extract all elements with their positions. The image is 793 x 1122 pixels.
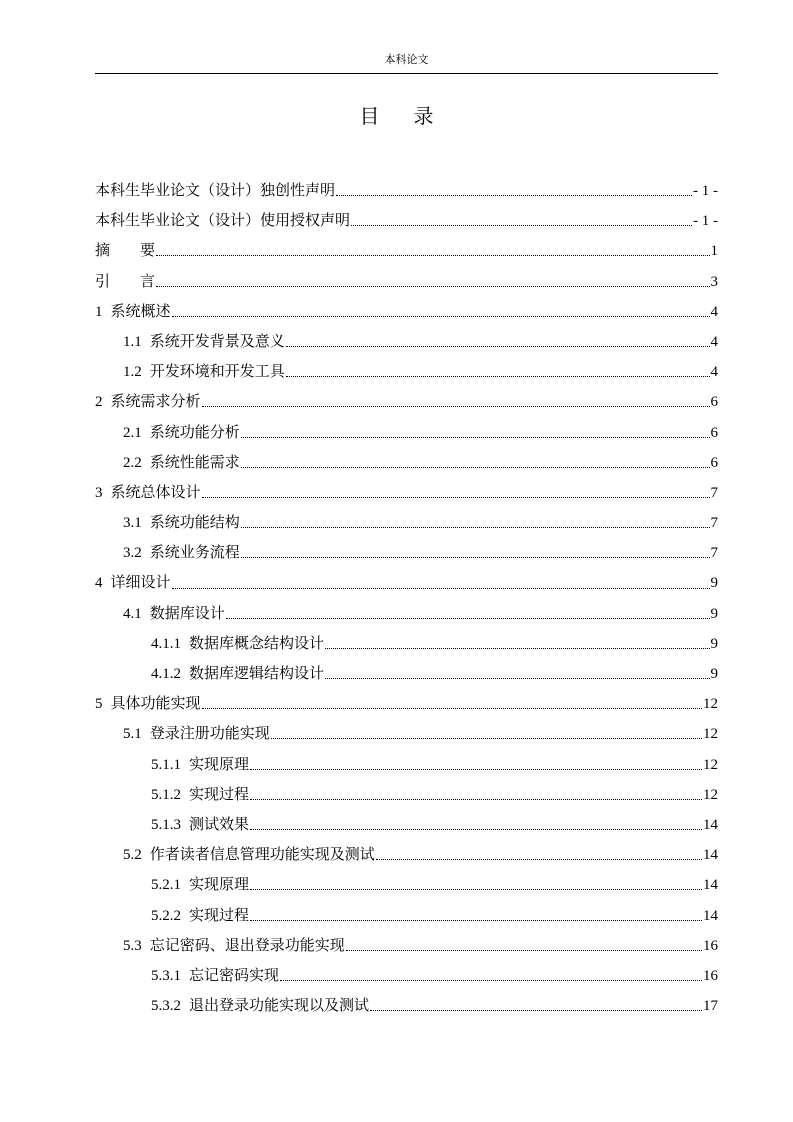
toc-entry-title: 系统开发背景及意义 xyxy=(149,331,285,350)
toc-entry[interactable] xyxy=(95,598,718,628)
toc-entry[interactable] xyxy=(95,960,718,990)
toc-entry-number: 5.2.2 xyxy=(151,907,181,924)
toc-entry-number: 4 xyxy=(95,575,103,592)
toc-entry[interactable] xyxy=(95,869,718,899)
toc-dot-leader xyxy=(370,1000,702,1014)
toc-entry-number: 2.2 xyxy=(123,454,142,471)
toc-dot-leader xyxy=(325,638,709,652)
toc-entry[interactable] xyxy=(95,537,718,567)
toc-dot-leader xyxy=(202,396,710,410)
toc-entry-number: 1 xyxy=(95,303,103,320)
page-title xyxy=(0,101,793,131)
toc-entry-title: 数据库设计 xyxy=(149,603,225,622)
toc-entry[interactable] xyxy=(95,658,718,688)
toc-entry-page-number: - 1 - xyxy=(693,213,718,230)
toc-entry[interactable] xyxy=(95,205,718,235)
toc-entry-number: 5 xyxy=(95,696,103,713)
toc-dot-leader xyxy=(241,517,710,531)
toc-dot-leader xyxy=(241,457,710,471)
toc-dot-leader xyxy=(286,336,710,350)
toc-entry-page-number: 12 xyxy=(703,786,718,803)
toc-entry-page-number: 9 xyxy=(710,635,718,652)
toc-dot-leader xyxy=(172,578,710,592)
toc-dot-leader xyxy=(156,245,709,259)
toc-entry[interactable] xyxy=(95,477,718,507)
toc-dot-leader xyxy=(286,366,710,380)
toc-entry-number: 5.2.1 xyxy=(151,877,181,894)
toc-dot-leader xyxy=(226,608,710,622)
toc-entry-number: 3 xyxy=(95,484,103,501)
toc-entry[interactable] xyxy=(95,175,718,205)
toc-entry-number: 3.2 xyxy=(123,545,142,562)
toc-dot-leader xyxy=(280,970,702,984)
toc-entry[interactable] xyxy=(95,930,718,960)
toc-dot-leader xyxy=(351,215,692,229)
toc-entry[interactable] xyxy=(95,809,718,839)
toc-entry-title: 具体功能实现 xyxy=(110,694,201,713)
toc-entry-page-number: 3 xyxy=(710,273,718,290)
toc-entry-page-number: 9 xyxy=(710,605,718,622)
toc-dot-leader xyxy=(336,185,692,199)
toc-entry-number: 4.1.2 xyxy=(151,666,181,682)
toc-entry[interactable] xyxy=(95,688,718,718)
toc-entry-title: 本科生毕业论文（设计）独创性声明 xyxy=(95,181,336,199)
toc-dot-leader xyxy=(202,487,710,501)
toc-entry-page-number: 4 xyxy=(710,303,718,320)
toc-entry[interactable] xyxy=(95,386,718,416)
toc-entry[interactable] xyxy=(95,447,718,477)
toc-entry-page-number: 16 xyxy=(703,967,718,984)
toc-entry-page-number: 14 xyxy=(703,877,718,894)
toc-dot-leader xyxy=(250,879,702,893)
title-char-1: 目 xyxy=(359,104,380,128)
toc-entry-title: 实现原理 xyxy=(189,875,250,894)
toc-entry-title: 数据库逻辑结构设计 xyxy=(189,664,325,682)
toc-entry-page-number: 16 xyxy=(703,937,718,954)
toc-entry-title: 系统总体设计 xyxy=(110,482,201,501)
toc-entry-title: 系统概述 xyxy=(110,301,171,320)
toc-entry[interactable] xyxy=(95,356,718,386)
toc-entry-number: 5.1.2 xyxy=(151,786,181,803)
toc-dot-leader xyxy=(376,849,702,863)
toc-entry-title: 系统业务流程 xyxy=(149,543,240,562)
toc-entry[interactable] xyxy=(95,718,718,748)
toc-entry-page-number: 12 xyxy=(703,696,718,713)
toc-entry-page-number: 14 xyxy=(703,907,718,924)
title-char-2: 录 xyxy=(413,104,434,128)
toc-entry-number: 5.1 xyxy=(123,726,142,743)
toc-entry-title: 数据库概念结构设计 xyxy=(189,633,325,652)
toc-entry-page-number: 9 xyxy=(710,575,718,592)
toc-entry-page-number: 14 xyxy=(703,816,718,833)
toc-entry-title: 系统需求分析 xyxy=(110,392,201,411)
toc-entry-title: 实现过程 xyxy=(189,784,250,803)
toc-entry[interactable] xyxy=(95,266,718,296)
toc-entry[interactable] xyxy=(95,235,718,265)
toc-entry-page-number: 7 xyxy=(710,545,718,562)
toc-entry-page-number: 7 xyxy=(710,484,718,501)
toc-entry-number: 2 xyxy=(95,394,103,411)
toc-entry-page-number: 4 xyxy=(710,333,718,350)
toc-entry-title: 忘记密码实现 xyxy=(189,965,280,984)
toc-entry-title: 本科生毕业论文（设计）使用授权声明 xyxy=(95,211,351,230)
toc-entry-number: 3.1 xyxy=(123,515,142,532)
toc-dot-leader xyxy=(156,276,709,290)
toc-entry-page-number: 1 xyxy=(710,243,718,260)
toc-entry-title: 引 言 xyxy=(95,271,156,290)
toc-entry-number: 5.2 xyxy=(123,847,142,864)
toc-entry[interactable] xyxy=(95,779,718,809)
toc-entry-title: 登录注册功能实现 xyxy=(149,724,270,743)
toc-dot-leader xyxy=(250,910,702,924)
toc-entry[interactable] xyxy=(95,839,718,869)
toc-dot-leader xyxy=(271,728,702,742)
toc-dot-leader xyxy=(250,819,702,833)
toc-entry-number: 5.3.2 xyxy=(151,998,181,1015)
toc-entry-page-number: - 1 - xyxy=(693,183,718,199)
header-text: 本科论文 xyxy=(384,53,429,66)
toc-entry[interactable] xyxy=(95,507,718,537)
toc-entry-page-number: 4 xyxy=(710,364,718,381)
toc-dot-leader xyxy=(202,698,702,712)
toc-dot-leader xyxy=(241,427,710,441)
toc-entry-number: 5.3 xyxy=(123,937,142,954)
toc-entry-number: 2.1 xyxy=(123,424,142,441)
toc-entry-title: 实现原理 xyxy=(189,754,250,773)
toc-entry[interactable] xyxy=(95,900,718,930)
toc-entry-title: 忘记密码、退出登录功能实现 xyxy=(149,935,345,954)
page-header xyxy=(95,53,718,74)
toc-entry-title: 详细设计 xyxy=(110,573,171,592)
toc-entry-page-number: 12 xyxy=(703,726,718,743)
toc-entry-title: 系统功能分析 xyxy=(149,422,240,441)
toc-entry-page-number: 17 xyxy=(703,998,718,1015)
toc-entry[interactable] xyxy=(95,749,718,779)
toc-dot-leader xyxy=(172,306,710,320)
toc-dot-leader xyxy=(241,547,710,561)
toc-entry-page-number: 14 xyxy=(703,847,718,864)
toc-entry-number: 1.1 xyxy=(123,333,142,350)
toc-entry-title: 系统性能需求 xyxy=(149,452,240,471)
toc-entry-title: 实现过程 xyxy=(189,905,250,924)
toc-entry[interactable] xyxy=(95,296,718,326)
toc-entry-title: 摘 要 xyxy=(95,241,156,260)
toc-entry-page-number: 6 xyxy=(710,454,718,471)
toc-entry-page-number: 7 xyxy=(710,515,718,532)
toc-dot-leader xyxy=(346,940,702,954)
toc-entry-title: 系统功能结构 xyxy=(149,513,240,532)
toc-entry-page-number: 6 xyxy=(710,394,718,411)
toc-entry-number: 4.1 xyxy=(123,605,142,622)
toc-entry-page-number: 6 xyxy=(710,424,718,441)
toc-entry[interactable] xyxy=(95,990,718,1020)
toc-dot-leader xyxy=(250,789,702,803)
toc-entry[interactable] xyxy=(95,417,718,447)
toc-entry-title: 退出登录功能实现以及测试 xyxy=(189,996,370,1015)
toc-entry-title: 测试效果 xyxy=(189,814,250,833)
toc-entry-number: 5.1.3 xyxy=(151,816,181,833)
toc-entry-number: 5.1.1 xyxy=(151,756,181,773)
toc-entry[interactable] xyxy=(95,567,718,597)
toc-dot-leader xyxy=(250,759,702,773)
toc-entry-title: 开发环境和开发工具 xyxy=(149,362,285,381)
toc-entry-number: 4.1.1 xyxy=(151,635,181,652)
table-of-contents xyxy=(95,175,718,1020)
toc-dot-leader xyxy=(325,668,709,682)
toc-entry-page-number: 9 xyxy=(710,666,718,682)
toc-entry-title: 作者读者信息管理功能实现及测试 xyxy=(149,845,375,864)
toc-entry-number: 5.3.1 xyxy=(151,967,181,984)
toc-entry[interactable] xyxy=(95,326,718,356)
toc-entry-page-number: 12 xyxy=(703,756,718,773)
toc-entry[interactable] xyxy=(95,628,718,658)
toc-entry-number: 1.2 xyxy=(123,364,142,381)
